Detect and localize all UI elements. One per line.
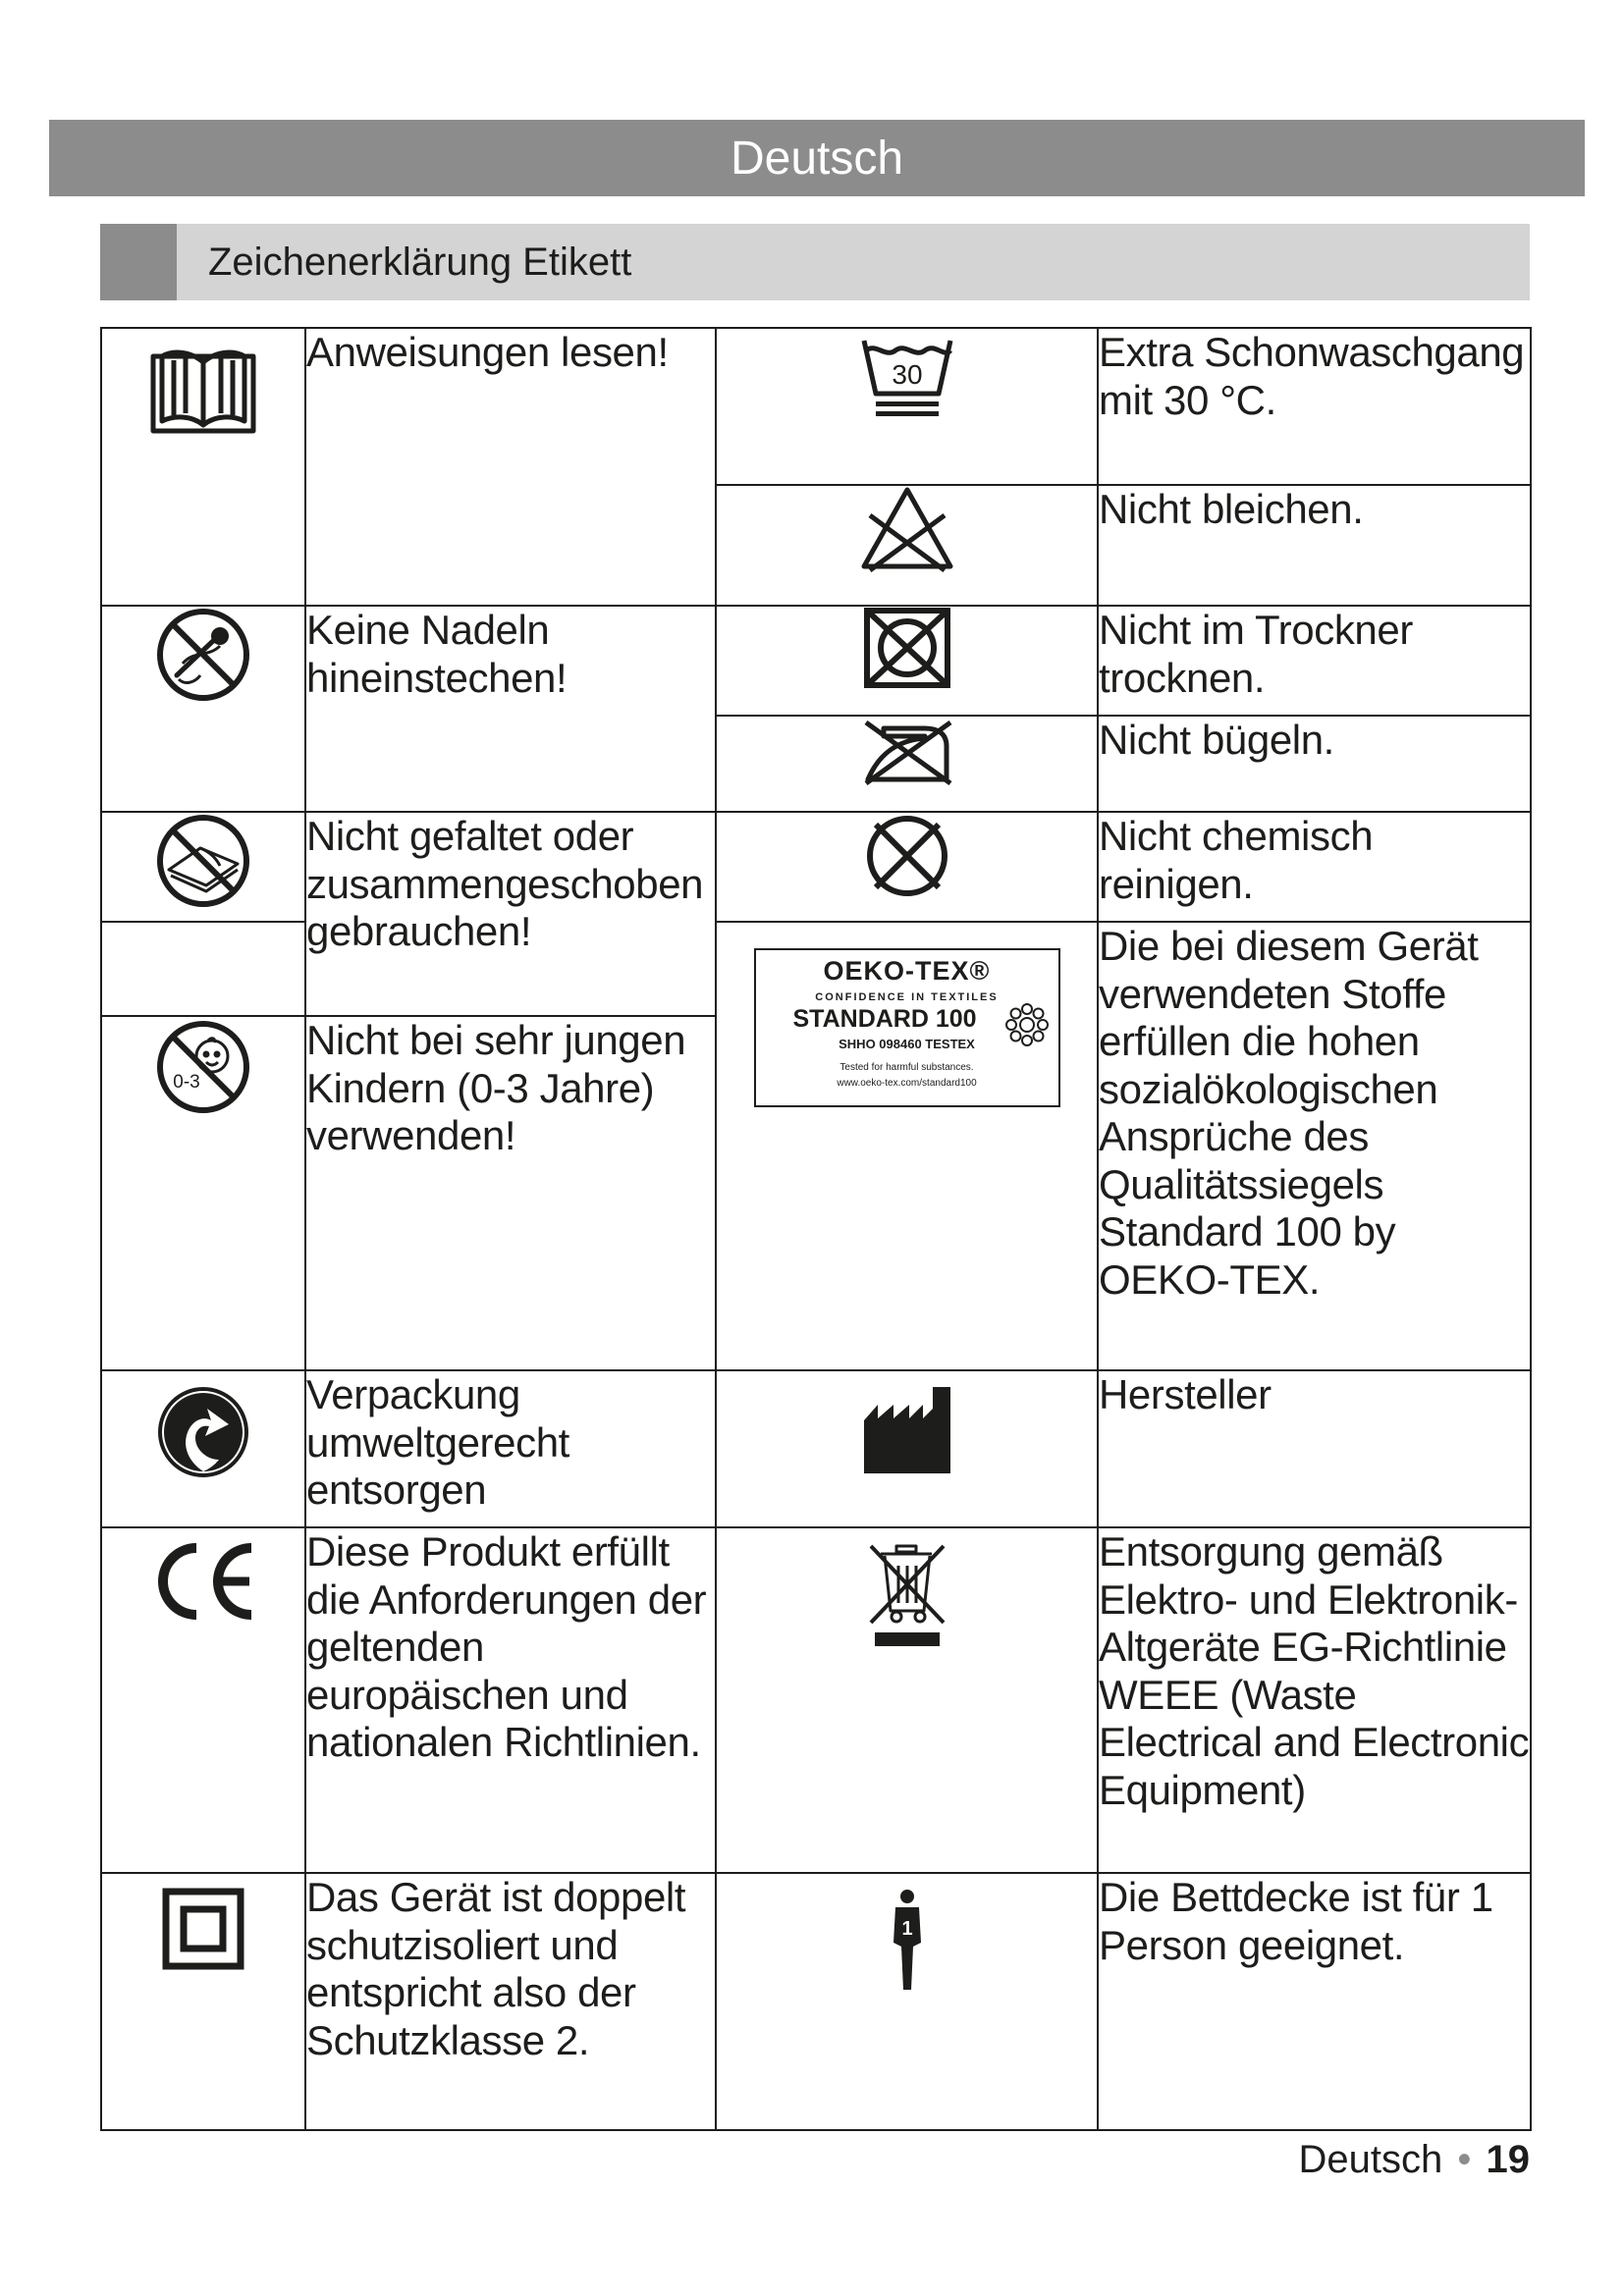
footer-separator: • (1457, 2138, 1472, 2181)
icon-cell (101, 1873, 305, 2130)
icon-cell (101, 1527, 305, 1873)
symbol-legend-table (100, 327, 1532, 2131)
symbol-description: Keine Nadeln hineinstechen! (305, 606, 716, 812)
icon-cell (716, 1873, 1098, 2130)
symbol-description: Diese Produkt erfüllt die Anforderungen der geltenden europäischen und nationalen Richtlinien. (305, 1527, 716, 1873)
factory-icon (862, 1385, 952, 1475)
icon-cell (101, 1016, 305, 1370)
oeko-tex-code: SHHO 098460 TESTEX (839, 1037, 975, 1051)
weee-bin-icon (867, 1542, 947, 1650)
symbol-description: Hersteller (1098, 1370, 1531, 1527)
icon-cell (716, 606, 1098, 716)
page-header (49, 120, 1585, 196)
legend-row (101, 812, 1531, 922)
icon-cell (716, 1370, 1098, 1527)
green-dot-recycling-icon (156, 1385, 250, 1479)
page-number: 19 (1486, 2138, 1530, 2181)
symbol-description: Nicht chemisch reinigen. (1098, 812, 1531, 922)
symbol-description: Extra Schonwaschgang mit 30 °C. (1098, 328, 1531, 485)
no-dry-clean-icon (864, 813, 950, 899)
icon-cell (101, 1370, 305, 1527)
legend-row (101, 1527, 1531, 1873)
symbol-description: Das Gerät ist doppelt schutzisoliert und entspricht also der Schutzklasse 2. (305, 1873, 716, 2130)
oeko-tex-subtitle: CONFIDENCE IN TEXTILES (815, 991, 999, 1003)
legend-row (101, 328, 1531, 485)
symbol-description: Nicht bügeln. (1098, 716, 1531, 812)
symbol-description: Die bei diesem Gerät verwendeten Stoffe erfüllen die hohen sozialökologischen Ansprüche des Qualitätssiegels Standard 100 by OEKO-TEX. (1098, 922, 1531, 1370)
svg-text:0-3: 0-3 (173, 1072, 200, 1093)
wash-30-icon (860, 329, 954, 423)
oeko-tex-tested: Tested for harmful substances. (839, 1062, 974, 1073)
section-header (100, 224, 1530, 300)
icon-cell (101, 922, 305, 1016)
oeko-tex-url: www.oeko-tex.com/standard100 (837, 1078, 977, 1089)
icon-cell (716, 485, 1098, 606)
no-young-children-icon (155, 1019, 251, 1115)
double-insulation-icon (162, 1888, 244, 1970)
svg-text:1: 1 (900, 1918, 913, 1940)
not-folded-icon (155, 813, 251, 909)
no-iron-icon (860, 717, 954, 785)
legend-row (101, 606, 1531, 716)
no-tumble-dry-icon (863, 607, 951, 689)
icon-cell (716, 812, 1098, 922)
icon-cell (101, 606, 305, 812)
page-footer (1298, 2138, 1530, 2182)
legend-row (101, 1370, 1531, 1527)
symbol-description: Entsorgung gemäß Elektro- und Elektronik-Altgeräte EG-Richtlinie WEEE (Waste Electrical and Electronic Equipment) (1098, 1527, 1531, 1873)
symbol-description: Die Bettdecke ist für 1 Person geeignet. (1098, 1873, 1531, 2130)
footer-label: Deutsch (1298, 2138, 1443, 2181)
oeko-tex-standard: STANDARD 100 (792, 1005, 977, 1033)
icon-cell (716, 922, 1098, 1370)
section-title: Zeichenerklärung Etikett (208, 240, 632, 284)
oeko-tex-label (754, 948, 1060, 1107)
ce-mark-icon (149, 1542, 257, 1621)
section-accent (100, 224, 177, 300)
icon-cell (716, 328, 1098, 485)
oeko-tex-title: OEKO-TEX® (823, 956, 991, 986)
symbol-description: Nicht im Trockner trocknen. (1098, 606, 1531, 716)
one-person-icon (890, 1888, 925, 1994)
no-bleach-icon (860, 486, 954, 572)
symbol-description: Verpackung umweltgerecht entsorgen (305, 1370, 716, 1527)
symbol-description: Nicht bei sehr jungen Kindern (0-3 Jahre) verwenden! (305, 1016, 716, 1370)
icon-cell (101, 328, 305, 606)
icon-cell (716, 1527, 1098, 1873)
book-icon (150, 343, 256, 437)
symbol-description: Nicht gefaltet oder zusammengeschoben gebrauchen! (305, 812, 716, 1016)
no-needles-icon (155, 607, 251, 703)
svg-text:30: 30 (891, 359, 923, 390)
legend-row (101, 1873, 1531, 2130)
icon-cell (101, 812, 305, 922)
symbol-description: Nicht bleichen. (1098, 485, 1531, 606)
icon-cell (716, 716, 1098, 812)
symbol-description: Anweisungen lesen! (305, 328, 716, 606)
page-header-title: Deutsch (730, 132, 904, 185)
